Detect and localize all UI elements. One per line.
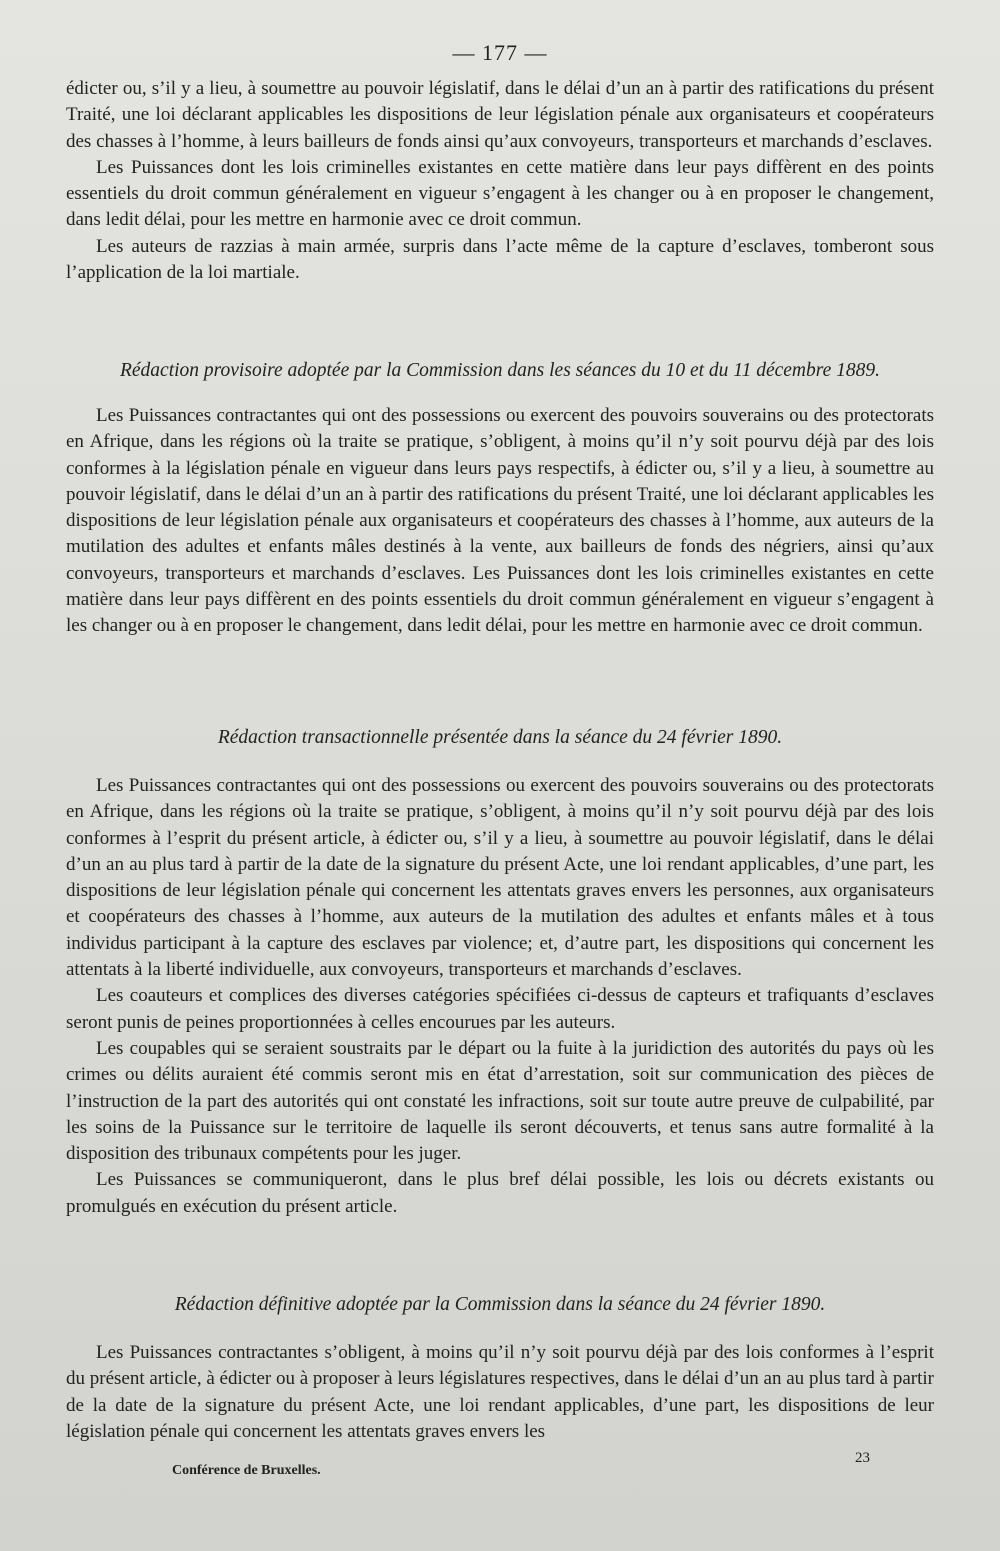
paragraph: Les coauteurs et complices des diverses catégories spécifiées ci-dessus de capteurs et trafiquants d’esclaves seront punis de peines proportionnées à celles encourues par les auteurs. — [66, 985, 934, 1033]
paragraph: Les Puissances dont les lois criminelles existantes en cette matière dans leur pays diffèrent en des points essentiels du droit commun généralement en vigueur s’engagent à les changer ou à en proposer le changement, dans ledit délai, pour les mettre en harmonie avec ce droit commun. — [66, 156, 934, 231]
signature-mark: 23 — [855, 1450, 870, 1466]
paragraph: Les coupables qui se seraient soustraits par le départ ou la fuite à la juridiction des autorités du pays où les crimes ou délits auraient été commis seront mis en état d’arrestation, soit sur communication des pièces de l’instruction de la part des autorités qui ont constaté les infractions, soit sur toute autre preuve de culpabilité, par les soins de la Puissance sur le territoire de laquelle ils seront découverts, et tenus sans autre formalité à la disposition des tribunaux compétents pour les juger. — [66, 1037, 934, 1165]
section-continuation — [66, 76, 934, 286]
section-transactional-text — [66, 773, 934, 1220]
section-heading-transactional: Rédaction transactionnelle présentée dans la séance du 24 février 1890. — [217, 727, 783, 748]
paragraph: Les Puissances contractantes qui ont des possessions ou exercent des pouvoirs souverains ou des protectorats en Afrique, dans les régions où la traite se pratique, s’obligent, à moins qu’il n’y soit pourvu déjà par des lois conformes à la législation pénale en vigueur dans leurs pays respectifs, à édicter ou, s’il y a lieu, à soumettre au pouvoir législatif, dans le délai d’un an à partir des ratifications du présent Traité, une loi déclarant applicables les dispositions de leur législation pénale aux organisateurs et coopérateurs des chasses à l’homme, aux auteurs de la mutilation des adultes et enfants mâles destinés à la vente, aux bailleurs de fonds des négriers, ainsi qu’aux convoyeurs, transporteurs et marchands d’esclaves. Les Puissances dont les lois criminelles existantes en cette matière dans leur pays diffèrent en des points essentiels du droit commun généralement en vigueur s’engagent à les changer ou à en proposer le changement, dans ledit délai, pour les mettre en harmonie avec ce droit commun. — [66, 405, 934, 637]
paragraph: Les Puissances se communiqueront, dans le plus bref délai possible, les lois ou décrets existants ou promulgués en exécution du présent article. — [66, 1169, 934, 1217]
paragraph: édicter ou, s’il y a lieu, à soumettre au pouvoir législatif, dans le délai d’un an à partir des ratifications du présent Traité, une loi déclarant applicables les dispositions de leur législation pénale aux organisateurs et coopérateurs des chasses à l’homme, à leurs bailleurs de fonds ainsi qu’aux convoyeurs, transporteurs et marchands d’esclaves. — [66, 78, 934, 152]
paragraph: Les Puissances contractantes s’obligent, à moins qu’il n’y soit pourvu déjà par des lois conformes à l’esprit du présent article, à édicter ou à proposer à leurs législatures respectives, dans le délai d’un an au plus tard à partir de la date de la signature du présent Acte, une loi rendant applicables, d’une part, les dispositions de leur législation pénale qui concernent les attentats graves envers les — [66, 1342, 934, 1442]
section-definitive-text — [66, 1340, 934, 1445]
publication-footer: Conférence de Bruxelles. — [172, 1463, 321, 1478]
section-provisional-text — [66, 403, 934, 640]
paragraph: Les auteurs de razzias à main armée, surpris dans l’acte même de la capture d’esclaves, tomberont sous l’application de la loi martiale. — [66, 235, 934, 284]
section-heading-definitive: Rédaction définitive adoptée par la Commission dans la séance du 24 février 1890. — [174, 1294, 826, 1315]
paragraph: Les Puissances contractantes qui ont des possessions ou exercent des pouvoirs souverains ou des protectorats en Afrique, dans les régions où la traite se pratique, s’obligent, à moins qu’il n’y soit pourvu déjà par des lois conformes à l’esprit du présent article, à édicter ou, s’il y a lieu, à soumettre au pouvoir législatif, dans le délai d’un an au plus tard à partir de la date de la signature du présent Acte, une loi rendant applicables, d’une part, les dispositions de leur législation pénale qui concernent les attentats graves envers les personnes, aux organisateurs et coopérateurs des chasses à l’homme, aux auteurs de la mutilation des adultes et enfants mâles et à tous individus participant à la capture des esclaves par violence; et, d’autre part, les dispositions qui concernent les attentats à la liberté individuelle, aux convoyeurs, transporteurs et marchands d’esclaves. — [66, 775, 934, 981]
section-heading-provisional: Rédaction provisoire adoptée par la Commission dans les séances du 10 et du 11 décembre 1889. — [119, 360, 881, 381]
page-number: — 177 — — [452, 40, 548, 65]
